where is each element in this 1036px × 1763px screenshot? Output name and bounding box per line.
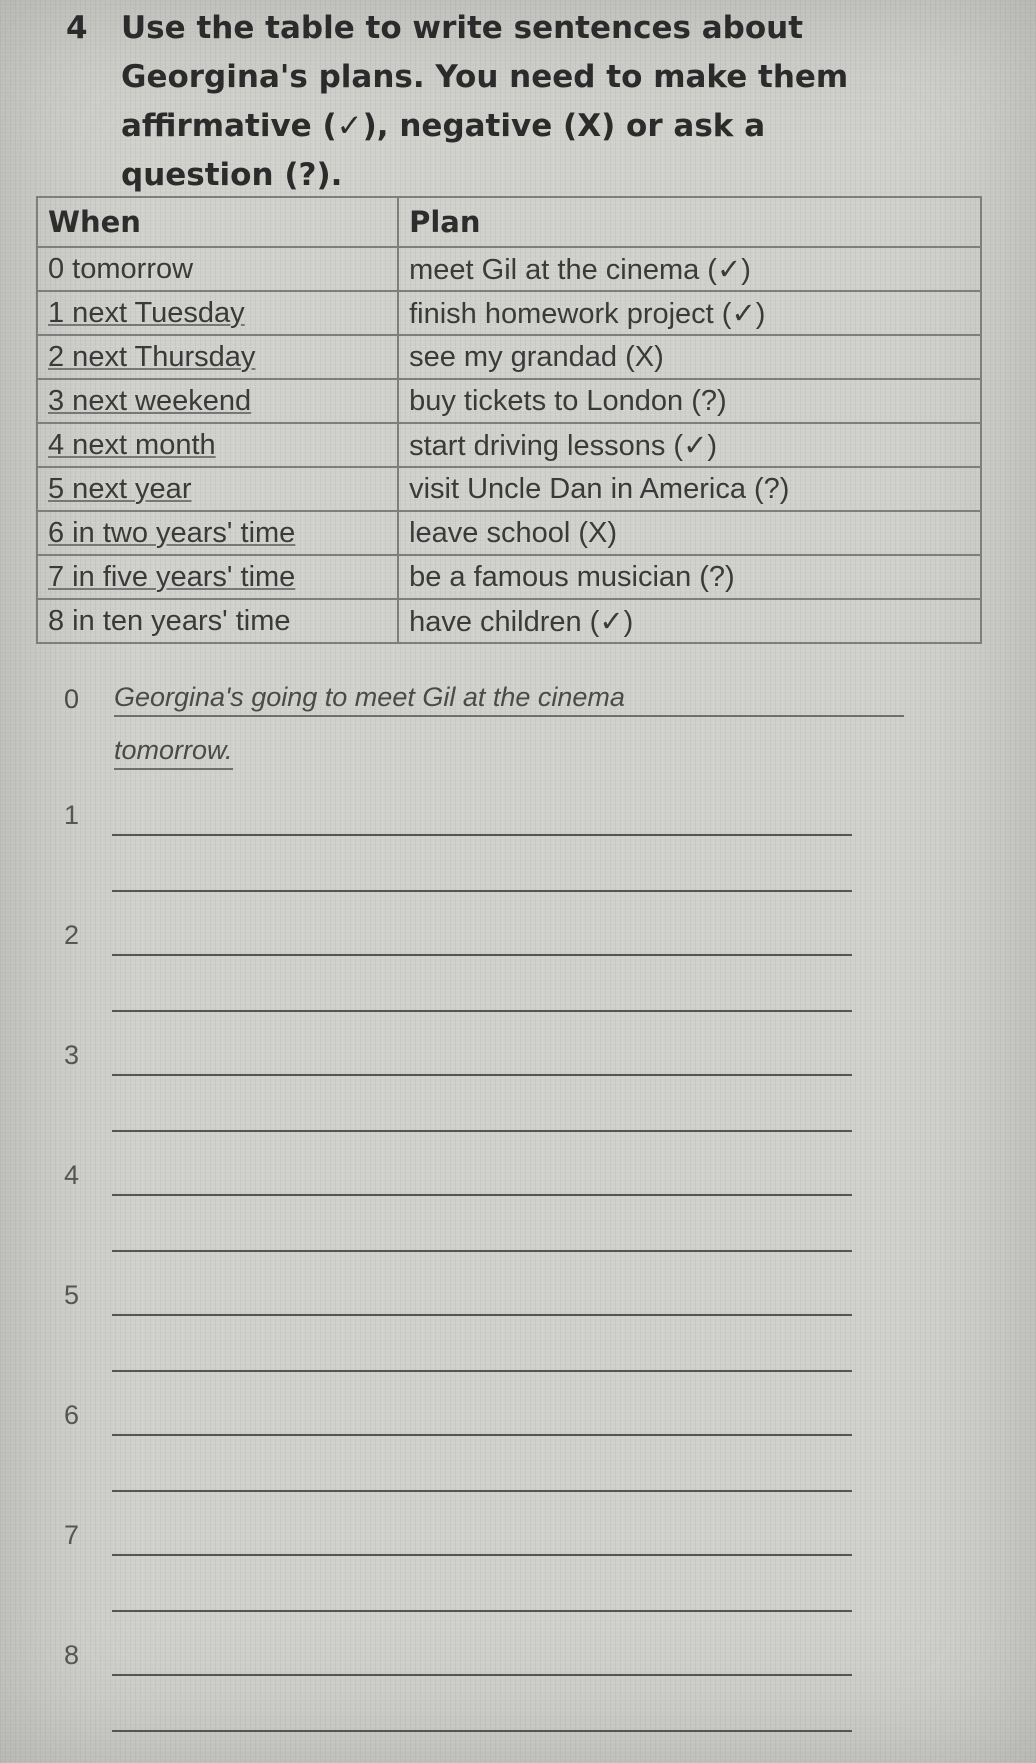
plan-cell: start driving lessons (✓) [398,423,981,467]
answer-item-6 [60,1400,900,1510]
table-row [37,379,981,423]
answer-item-5 [60,1280,900,1390]
answer-line[interactable] [112,1370,852,1372]
plan-cell: buy tickets to London (?) [398,379,981,423]
header-when: When [37,197,398,247]
answer-item-8 [60,1640,900,1750]
plan-cell: have children (✓) [398,599,981,643]
answer-line[interactable] [112,1610,852,1612]
answer-number: 8 [64,1640,80,1670]
plans-table [36,196,982,644]
answer-item-2 [60,920,900,1030]
plan-cell: see my grandad (X) [398,335,981,379]
answer-line[interactable] [112,1730,852,1732]
answer-item-7 [60,1520,900,1630]
header-plan: Plan [398,197,981,247]
table-row [37,511,981,555]
answer-line[interactable] [112,1674,852,1676]
answer-line[interactable] [112,1490,852,1492]
answer-line[interactable] [112,1010,852,1012]
table-header-row [37,197,981,247]
answer-number: 3 [64,1040,80,1070]
when-cell: 2 next Thursday [37,335,398,379]
example-number: 0 [64,684,80,714]
answer-number: 2 [64,920,80,950]
plan-cell: finish homework project (✓) [398,291,981,335]
table-row [37,423,981,467]
table-row [37,467,981,511]
when-cell: 3 next weekend [37,379,398,423]
answer-number: 5 [64,1280,80,1310]
answer-line[interactable] [112,1250,852,1252]
answer-line[interactable] [112,1434,852,1436]
answer-line[interactable] [112,1314,852,1316]
when-cell: 7 in five years' time [37,555,398,599]
answer-number: 4 [64,1160,80,1190]
answer-item-4 [60,1160,900,1270]
answer-line[interactable] [112,1554,852,1556]
plan-cell: visit Uncle Dan in America (?) [398,467,981,511]
example-text-line-2: tomorrow. [114,735,233,770]
when-cell: 8 in ten years' time [37,599,398,643]
answer-number: 1 [64,800,80,830]
answer-number: 7 [64,1520,80,1550]
answer-line[interactable] [112,954,852,956]
when-cell: 4 next month [37,423,398,467]
answer-line[interactable] [112,834,852,836]
when-cell: 6 in two years' time [37,511,398,555]
answer-line[interactable] [112,1074,852,1076]
answer-line[interactable] [112,890,852,892]
table-row [37,599,981,643]
when-cell: 1 next Tuesday [37,291,398,335]
answer-item-3 [60,1040,900,1150]
table-row [37,247,981,291]
answer-line[interactable] [112,1130,852,1132]
answer-line[interactable] [112,1194,852,1196]
table-row [37,555,981,599]
exercise-number: 4 [66,10,88,46]
example-text-line-1: Georgina's going to meet Gil at the cinema [114,682,904,717]
when-cell: 0 tomorrow [37,247,398,291]
plan-cell: meet Gil at the cinema (✓) [398,247,981,291]
answer-item-1 [60,800,900,910]
exercise-instruction: Use the table to write sentences about Georgina's plans. You need to make them affirmative (✓), negative (X) or ask a question (?). [121,10,849,193]
table-row [37,291,981,335]
exercise-heading [66,4,926,200]
plan-cell: leave school (X) [398,511,981,555]
table-row [37,335,981,379]
when-cell: 5 next year [37,467,398,511]
plan-cell: be a famous musician (?) [398,555,981,599]
answer-number: 6 [64,1400,80,1430]
